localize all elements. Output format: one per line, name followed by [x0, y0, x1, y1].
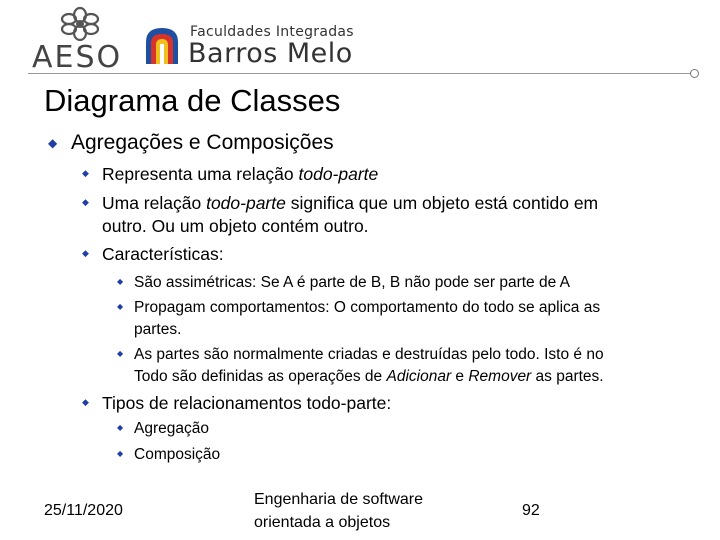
- bullet-relacao-definicao: ◆ Uma relação todo-parte significa que um objeto está contido em outro. Ou um objeto contém outro.: [82, 193, 599, 236]
- slide-title: Diagrama de Classes: [44, 83, 341, 118]
- bullet-tipos-relacionamentos: ◆ Tipos de relacionamentos todo-parte:: [82, 393, 392, 413]
- footer-date: 25/11/2020: [44, 502, 123, 519]
- bullet-caracteristicas: ◆ Características:: [82, 244, 224, 264]
- diamond-bullet-icon: ◆: [117, 349, 124, 358]
- diamond-bullet-icon: ◆: [82, 397, 89, 407]
- bullet-todo-parte: ◆ Representa uma relação todo-parte: [82, 164, 379, 184]
- footer-course-title: Engenharia de software orientada a objetos: [254, 491, 423, 531]
- diamond-bullet-icon: ◆: [117, 423, 124, 432]
- aeso-flower-emblem: [52, 6, 108, 42]
- divider-end-circle: [690, 69, 699, 78]
- bullet-agregacao: ◆ Agregação: [134, 418, 209, 440]
- aeso-logo: [30, 6, 130, 75]
- diamond-bullet-icon: ◆: [82, 248, 89, 258]
- barros-melo-emblem: [142, 24, 182, 66]
- diamond-bullet-icon: ◆: [117, 449, 124, 458]
- diamond-bullet-icon: ◆: [117, 302, 124, 311]
- aeso-wordmark: AESO: [32, 40, 123, 75]
- institution-subtitle: Faculdades Integradas: [190, 24, 354, 40]
- slide-number: 92: [522, 502, 540, 519]
- bullet-composicao: ◆ Composição: [134, 444, 220, 466]
- bullet-propagam: ◆ Propagam comportamentos: O comportamento do todo se aplica as partes.: [134, 297, 600, 341]
- diamond-bullet-icon: ◆: [82, 168, 89, 178]
- diamond-bullet-icon: ◆: [117, 277, 124, 286]
- institution-name: Barros Melo: [188, 38, 353, 69]
- diamond-bullet-icon: ◆: [48, 136, 58, 150]
- bullet-partes-criadas: ◆ As partes são normalmente criadas e destruídas pelo todo. Isto é no Todo são definidas as operações de Adicionar e Remover as partes.: [134, 344, 604, 388]
- bullet-assimetricas: ◆ São assimétricas: Se A é parte de B, B não pode ser parte de A: [134, 272, 570, 294]
- bullet-agregacoes: ◆ Agregações e Composições: [48, 131, 334, 154]
- header-divider: [28, 73, 692, 74]
- diamond-bullet-icon: ◆: [82, 197, 89, 207]
